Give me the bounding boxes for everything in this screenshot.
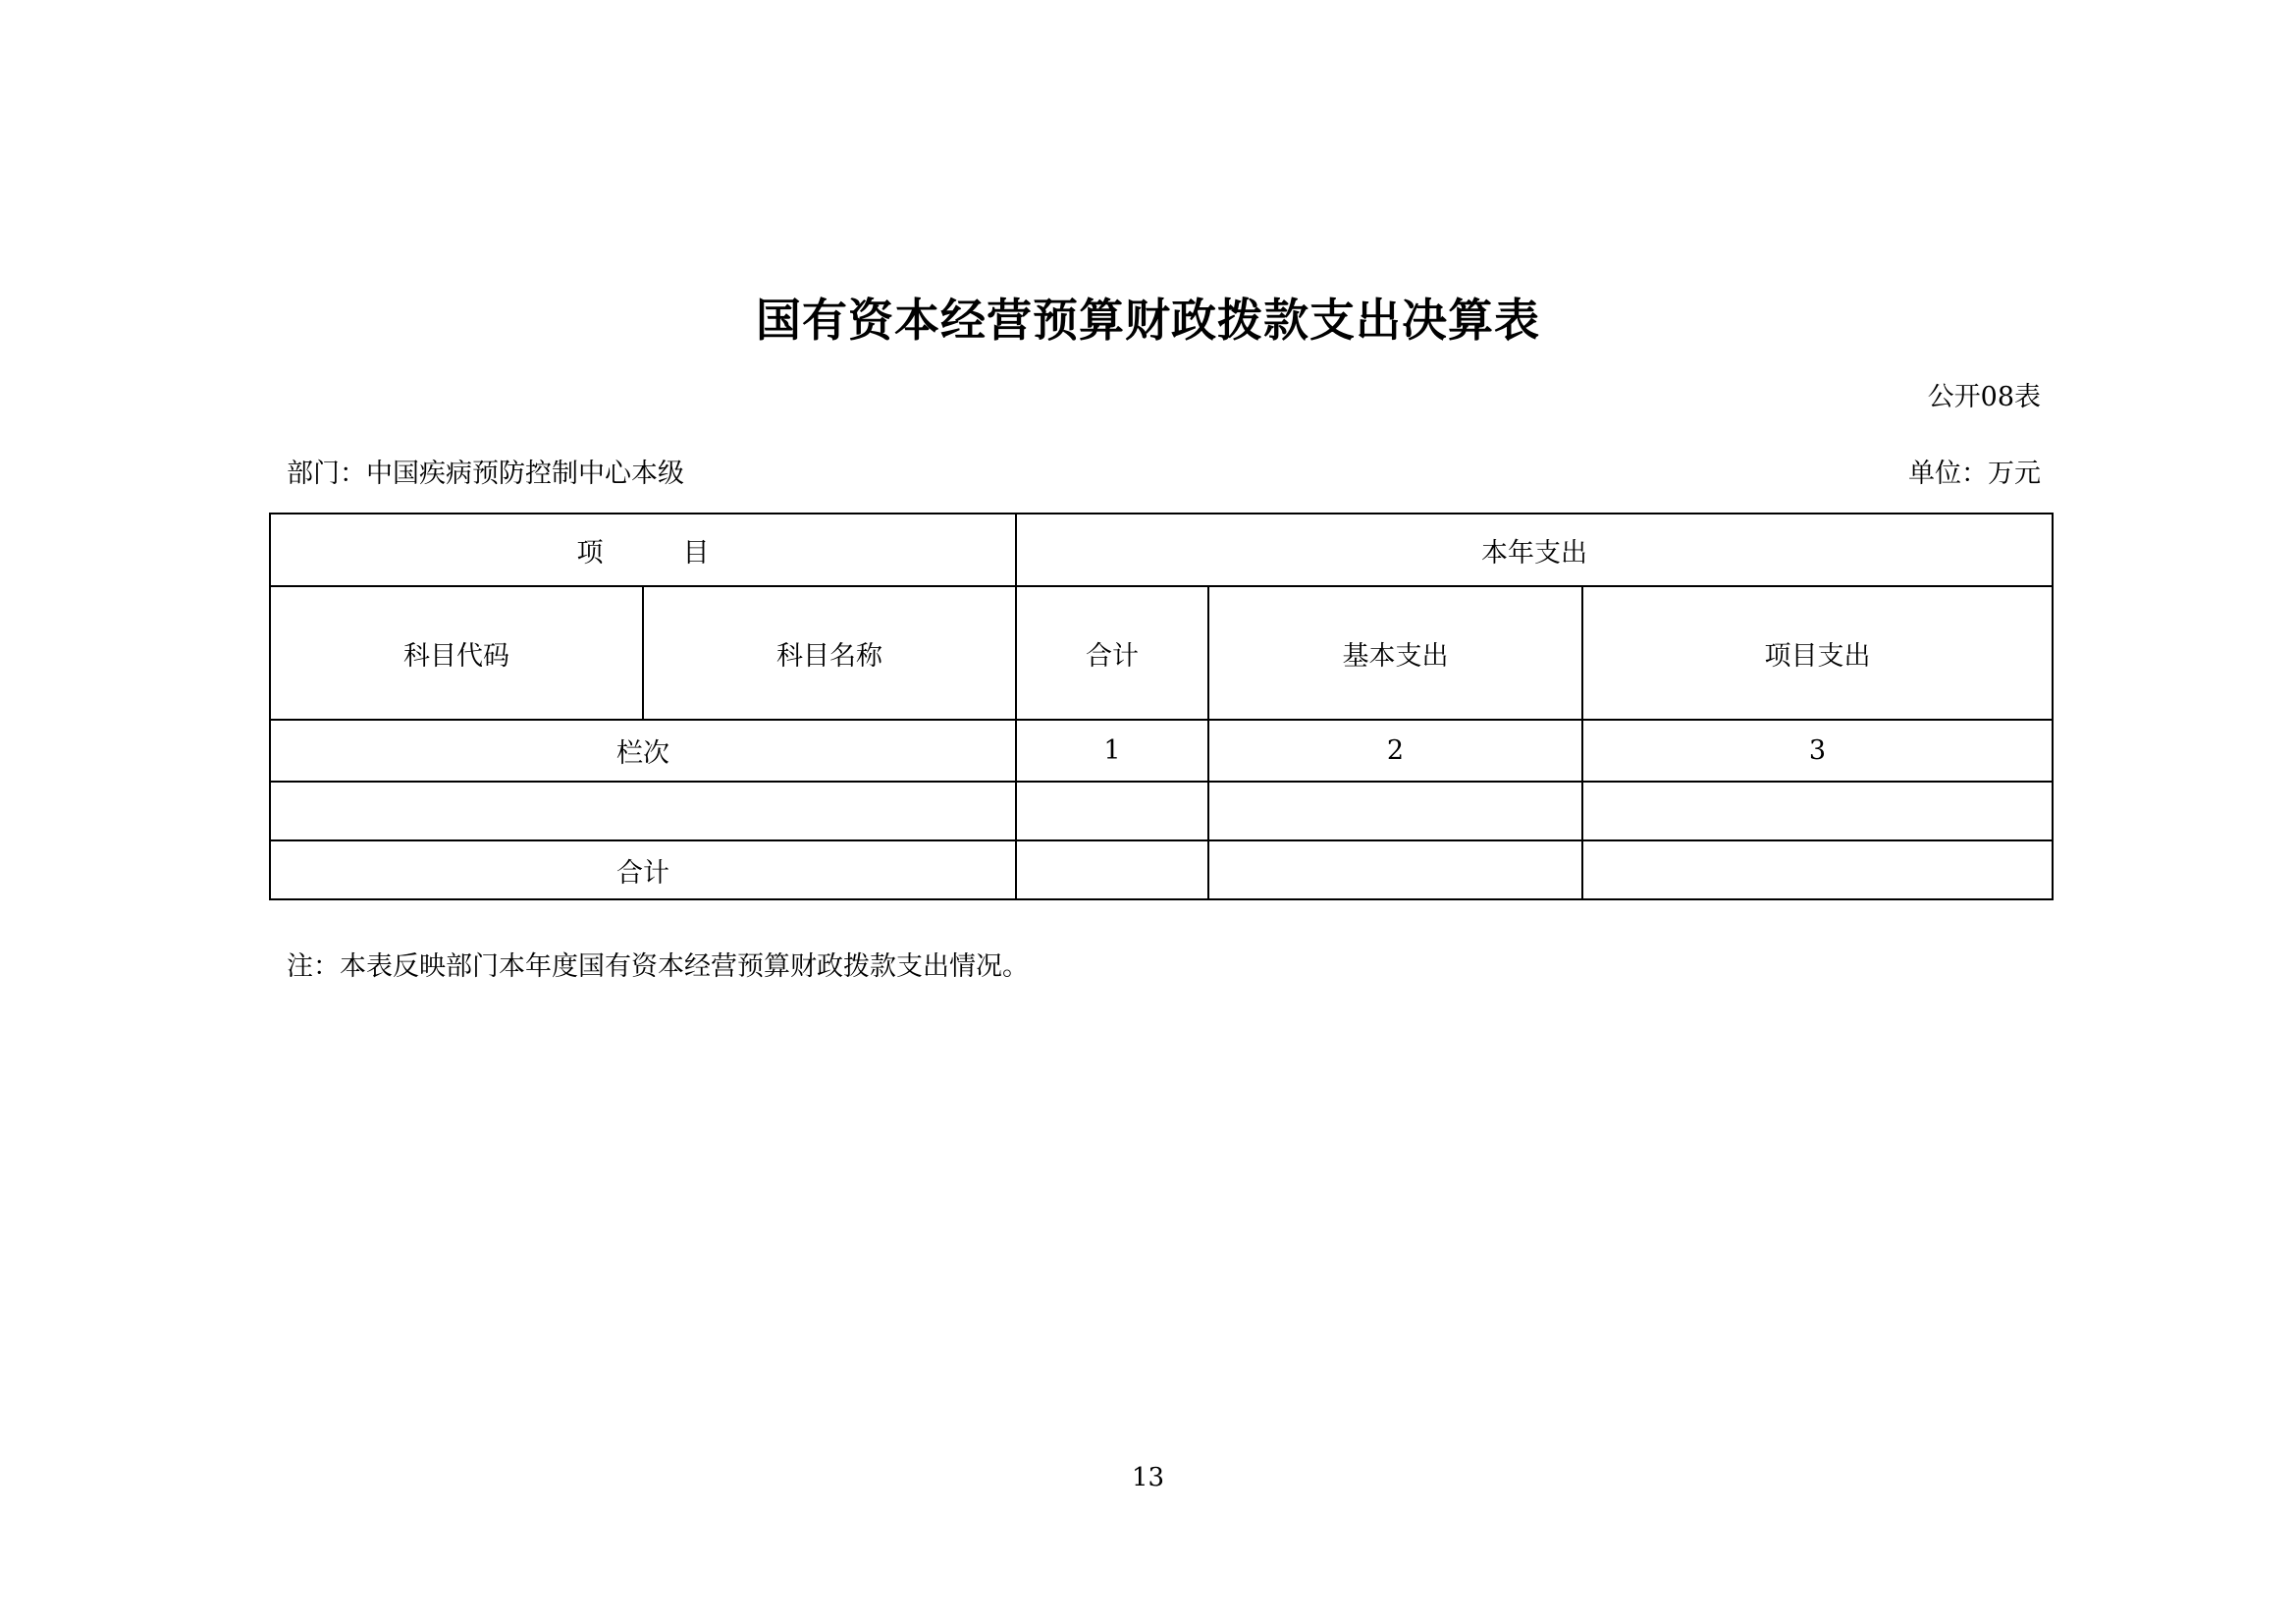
department-label: 部门：中国疾病预防控制中心本级 [287,459,684,489]
empty-cell [1582,782,2053,840]
page-number: 13 [1131,1463,1165,1492]
col-subject-name: 科目名称 [643,586,1016,720]
row-total-label: 合计 [270,840,1016,899]
header-current-year: 本年支出 [1016,514,2053,586]
document-title: 国有资本经营预算财政拨款支出决算表 [756,294,1540,347]
table-header-row-1 [270,514,2053,586]
col-basic-expenditure: 基本支出 [1208,586,1582,720]
empty-cell [1208,782,1582,840]
form-number: 公开08表 [1927,382,2041,412]
project-value-cell [1582,840,2053,899]
expenditure-table [269,513,2054,900]
table-row-index [270,720,2053,782]
index-3: 3 [1582,720,2053,782]
total-value-cell [1016,840,1208,899]
col-total: 合计 [1016,586,1208,720]
index-2: 2 [1208,720,1582,782]
table-row-total [270,840,2053,899]
index-1: 1 [1016,720,1208,782]
empty-cell [270,782,1016,840]
unit-label: 单位：万元 [1908,459,2041,489]
header-item: 项 目 [270,514,1016,586]
empty-cell [1016,782,1208,840]
row-index-label: 栏次 [270,720,1016,782]
table-note: 注：本表反映部门本年度国有资本经营预算财政拨款支出情况。 [287,951,1029,982]
col-subject-code: 科目代码 [270,586,643,720]
col-project-expenditure: 项目支出 [1582,586,2053,720]
basic-value-cell [1208,840,1582,899]
table-header-row-2 [270,586,2053,720]
table-row-empty [270,782,2053,840]
